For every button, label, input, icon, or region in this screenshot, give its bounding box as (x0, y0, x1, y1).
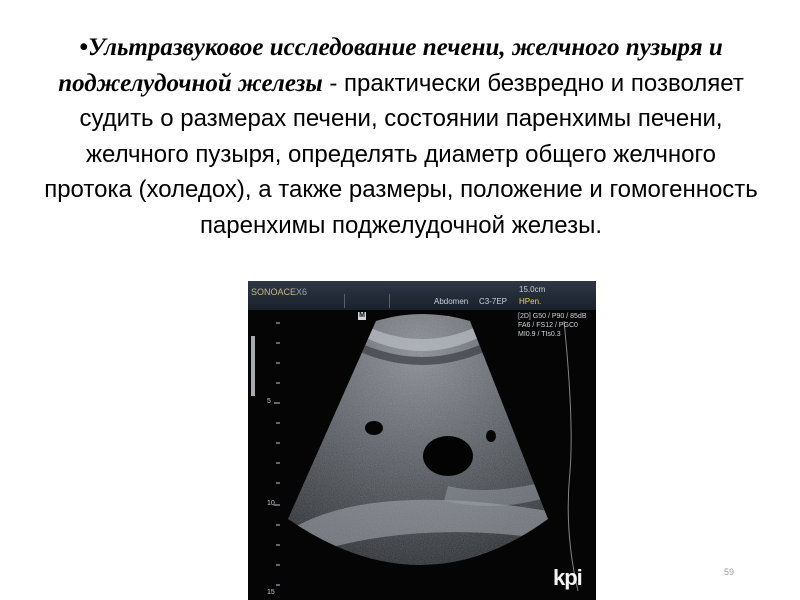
slide-number: 59 (724, 567, 735, 577)
slide-text (40, 30, 762, 243)
mode-readout: HPen. (519, 297, 542, 306)
orientation-marker: M (359, 312, 365, 319)
ultrasound-brand (251, 287, 307, 297)
brand-suffix: X6 (296, 287, 308, 297)
scan-parameters (518, 312, 594, 339)
header-divider (344, 294, 345, 308)
watermark-logo: kpi (553, 565, 582, 590)
depth-readout: 15.0cm (519, 285, 546, 294)
depth-scale (274, 323, 280, 585)
depth-label: 10 (267, 500, 275, 507)
slide-body-text: - практически безвредно и позволяет судить о размерах печени, состоянии паренхимы печени, желчного пузыря, определять диаметр общего желчного протока (холедох), а также размеры, положение и гомогенность паренхимы поджелудочной железы. (44, 69, 758, 239)
param-line: FA6 / FS12 / PGC0 (518, 322, 578, 329)
exam-preset: Abdomen (434, 297, 469, 306)
depth-label: 15 (267, 589, 275, 596)
param-line: [2D] G50 / P90 / 85dB (518, 313, 587, 320)
vessel-large (423, 436, 473, 476)
slide-lead-text: Ультразвуковое исследование печени, желчного пузыря и поджелудочной железы (58, 34, 723, 97)
header-divider (389, 294, 390, 308)
probe-name: C3-7EP (479, 297, 508, 306)
tgc-curve (564, 321, 578, 591)
vessel-right (486, 430, 496, 442)
vessel-small (365, 421, 383, 435)
brand-name: SONOACE (251, 287, 297, 297)
gray-scale-bar (251, 336, 255, 396)
param-line: MI0.9 / TIs0.3 (518, 331, 561, 338)
ultrasound-image (248, 281, 596, 600)
depth-label: 5 (267, 398, 271, 405)
bullet: • (79, 34, 88, 61)
ultrasound-header (248, 281, 596, 310)
